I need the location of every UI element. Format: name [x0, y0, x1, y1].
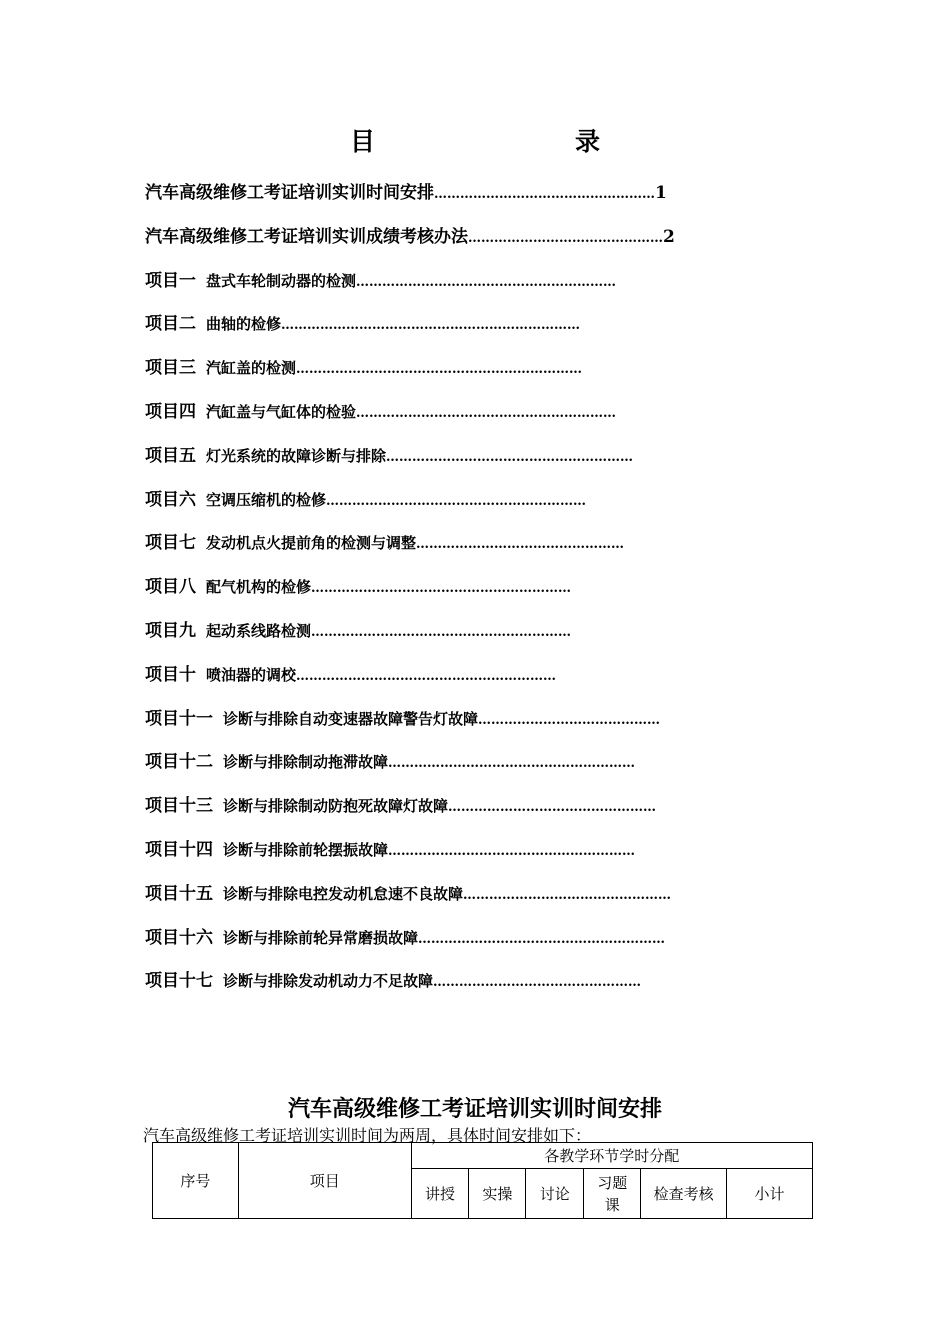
header-item: 项目 — [238, 1143, 411, 1219]
toc-entry-number: 项目十六 — [145, 927, 213, 948]
toc-entry[interactable] — [145, 747, 845, 791]
toc-entry-number: 项目十一 — [145, 708, 213, 729]
toc-entry-text: 盘式车轮制动器的检测 — [206, 271, 357, 290]
toc-entry[interactable] — [145, 266, 845, 310]
toc-entry[interactable] — [145, 572, 845, 616]
toc-leader-dots: ………………………………………………… — [386, 449, 634, 465]
toc-entry[interactable] — [145, 222, 845, 266]
toc-leader-dots: …………………………………………………… — [356, 274, 617, 290]
toc-entry[interactable] — [145, 879, 845, 923]
toc-leader-dots: …………………………………………………… — [356, 405, 617, 421]
toc-entry-text: 诊断与排除自动变速器故障警告灯故障 — [223, 709, 479, 728]
toc-entry-text: 诊断与排除制动防抱死故障灯故障 — [223, 797, 449, 816]
toc-leader-dots: ………………………………………………… — [388, 843, 636, 859]
toc-entry[interactable] — [145, 835, 845, 879]
toc-entry-number: 项目七 — [145, 533, 196, 554]
toc-leader-dots: ……………………………………… — [468, 230, 663, 246]
toc-entry-number: 项目九 — [145, 620, 196, 641]
toc-entry[interactable] — [145, 441, 845, 485]
toc-entry-number: 项目八 — [145, 577, 196, 598]
toc-entry-number: 项目四 — [145, 401, 196, 422]
toc-entry-text: 诊断与排除前轮摆振故障 — [223, 840, 389, 859]
toc-entry-number: 项目十二 — [145, 752, 213, 773]
toc-entry[interactable] — [145, 528, 845, 572]
toc-entry-text: 汽缸盖与气缸体的检验 — [206, 402, 357, 421]
toc-entry-number: 项目十三 — [145, 796, 213, 817]
toc-leader-dots: ………………………………………… — [448, 800, 657, 816]
toc-entry-number: 项目二 — [145, 314, 196, 335]
toc-entry-text: 发动机点火提前角的检测与调整 — [206, 534, 417, 553]
toc-leader-dots: …………………………………………………… — [296, 668, 557, 684]
toc-title: 目 录 — [349, 127, 650, 156]
toc-entry[interactable] — [145, 704, 845, 748]
toc-entry[interactable] — [145, 616, 845, 660]
toc-leader-dots: ………………………………………… — [416, 537, 625, 553]
toc-entry-text: 诊断与排除制动拖滞故障 — [223, 753, 389, 772]
toc-entry[interactable] — [145, 660, 845, 704]
section-title: 汽车高级维修工考证培训实训时间安排 — [287, 1096, 662, 1122]
toc-entry[interactable] — [145, 178, 845, 222]
header-assessment: 检查考核 — [641, 1169, 727, 1219]
toc-entry-number: 项目十五 — [145, 883, 213, 904]
toc-list — [145, 178, 845, 1010]
toc-entry[interactable] — [145, 397, 845, 441]
toc-entry[interactable] — [145, 353, 845, 397]
toc-entry-number: 项目三 — [145, 358, 196, 379]
toc-entry-number: 项目十七 — [145, 971, 213, 992]
toc-page-number: 1 — [655, 183, 667, 203]
toc-entry-number: 项目十 — [145, 664, 196, 685]
toc-entry-number: 项目五 — [145, 445, 196, 466]
toc-leader-dots: …………………………………………………………… — [281, 318, 581, 334]
toc-entry[interactable] — [145, 966, 845, 1010]
toc-leader-dots: ………………………………………… — [433, 975, 642, 991]
toc-entry-text: 诊断与排除前轮异常磨损故障 — [223, 928, 419, 947]
toc-entry-text: 灯光系统的故障诊断与排除 — [206, 446, 387, 465]
toc-leader-dots: …………………………………………… — [434, 187, 655, 202]
toc-entry-text: 喷油器的调校 — [206, 665, 297, 684]
toc-leader-dots: ………………………………………………… — [388, 756, 636, 772]
toc-entry-heading: 汽车高级维修工考证培训实训成绩考核办法 — [145, 226, 468, 247]
toc-entry-heading: 汽车高级维修工考证培训实训时间安排 — [145, 183, 434, 203]
toc-leader-dots: ………………………………………… — [463, 887, 672, 903]
header-exercise: 习题课 — [584, 1169, 641, 1219]
toc-entry-text: 诊断与排除发动机动力不足故障 — [223, 972, 434, 991]
toc-page-number: 2 — [663, 226, 675, 247]
header-lecture: 讲授 — [411, 1169, 469, 1219]
toc-entry-number: 项目一 — [145, 270, 196, 291]
toc-entry-text: 配气机构的检修 — [206, 578, 312, 597]
toc-entry[interactable] — [145, 309, 845, 353]
header-subtotal: 小计 — [727, 1169, 813, 1219]
schedule-table — [152, 1142, 813, 1219]
toc-entry[interactable] — [145, 923, 845, 967]
toc-entry-number: 项目十四 — [145, 839, 213, 860]
header-hours-allocation: 各教学环节学时分配 — [411, 1143, 812, 1169]
toc-entry-text: 汽缸盖的检测 — [206, 359, 297, 378]
toc-entry-text: 曲轴的检修 — [206, 315, 282, 334]
toc-leader-dots: ………………………………………………… — [418, 931, 666, 947]
toc-entry[interactable] — [145, 791, 845, 835]
toc-leader-dots: …………………………………………………… — [326, 493, 587, 509]
toc-leader-dots: …………………………………… — [478, 712, 661, 728]
toc-entry[interactable] — [145, 485, 845, 529]
toc-entry-text: 诊断与排除电控发动机怠速不良故障 — [223, 884, 464, 903]
toc-leader-dots: …………………………………………………… — [311, 581, 572, 597]
header-practice: 实操 — [469, 1169, 526, 1219]
toc-entry-number: 项目六 — [145, 489, 196, 510]
intro-paragraph: 汽车高级维修工考证培训实训时间为两周，具体时间安排如下： — [143, 1126, 592, 1145]
toc-leader-dots: …………………………………………………… — [311, 624, 572, 640]
toc-entry-text: 空调压缩机的检修 — [206, 490, 327, 509]
header-discussion: 讨论 — [526, 1169, 584, 1219]
toc-leader-dots: ………………………………………………………… — [296, 362, 583, 378]
toc-entry-text: 起动系线路检测 — [206, 621, 312, 640]
header-seq: 序号 — [153, 1143, 239, 1219]
